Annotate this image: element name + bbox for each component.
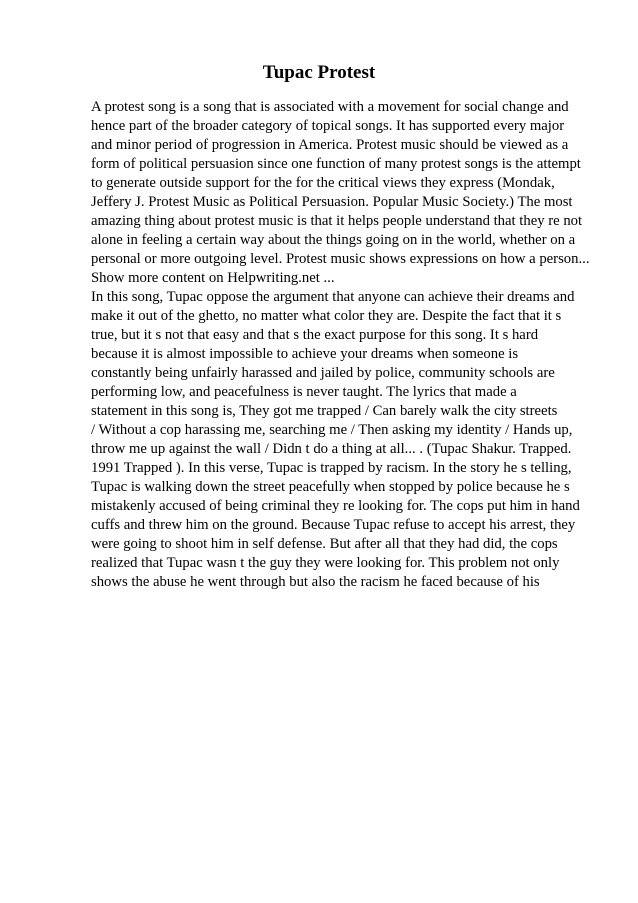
body-line: shows the abuse he went through but also the racism he faced because of his [91,574,540,590]
body-line: performing low, and peacefulness is never taught. The lyrics that made a [91,384,517,400]
body-line: personal or more outgoing level. Protest music shows expressions on how a person... [91,251,590,267]
body-line: statement in this song is, They got me trapped / Can barely walk the city streets [91,403,558,419]
body-line: to generate outside support for the for the critical views they express (Mondak, [91,175,555,191]
show-more-line[interactable]: Show more content on Helpwriting.net ... [91,270,335,286]
body-line: A protest song is a song that is associated with a movement for social change and [91,99,569,115]
body-line: amazing thing about protest music is that it helps people understand that they re not [91,213,583,229]
body-line: were going to shoot him in self defense. But after all that they had did, the cops [91,536,558,552]
body-line: 1991 Trapped ). In this verse, Tupac is trapped by racism. In the story he s telling, [91,460,572,476]
body-line: cuffs and threw him on the ground. Because Tupac refuse to accept his arrest, they [91,517,576,533]
body-line: alone in feeling a certain way about the things going on in the world, whether on a [91,232,576,248]
body-line: mistakenly accused of being criminal they re looking for. The cops put him in hand [91,498,580,514]
body-line: / Without a cop harassing me, searching me / Then asking my identity / Hands up, [91,422,573,438]
body-line: Tupac is walking down the street peacefully when stopped by police because he s [91,479,570,495]
body-line: throw me up against the wall / Didn t do a thing at all... . (Tupac Shakur. Trapped. [91,441,572,457]
body-line: realized that Tupac wasn t the guy they were looking for. This problem not only [91,555,560,571]
body-line: and minor period of progression in America. Protest music should be viewed as a [91,137,569,153]
body-line: hence part of the broader category of topical songs. It has supported every major [91,118,565,134]
body-line: form of political persuasion since one function of many protest songs is the attempt [91,156,581,172]
body-line: true, but it s not that easy and that s the exact purpose for this song. It s hard [91,327,539,343]
body-line: because it is almost impossible to achieve your dreams when someone is [91,346,519,362]
body-line: constantly being unfairly harassed and jailed by police, community schools are [91,365,555,381]
body-line: Jeffery J. Protest Music as Political Persuasion. Popular Music Society.) The most [91,194,573,210]
body-line: In this song, Tupac oppose the argument that anyone can achieve their dreams and [91,289,575,305]
body-line: make it out of the ghetto, no matter what color they are. Despite the fact that it s [91,308,562,324]
document-title: Tupac Protest [262,62,376,83]
